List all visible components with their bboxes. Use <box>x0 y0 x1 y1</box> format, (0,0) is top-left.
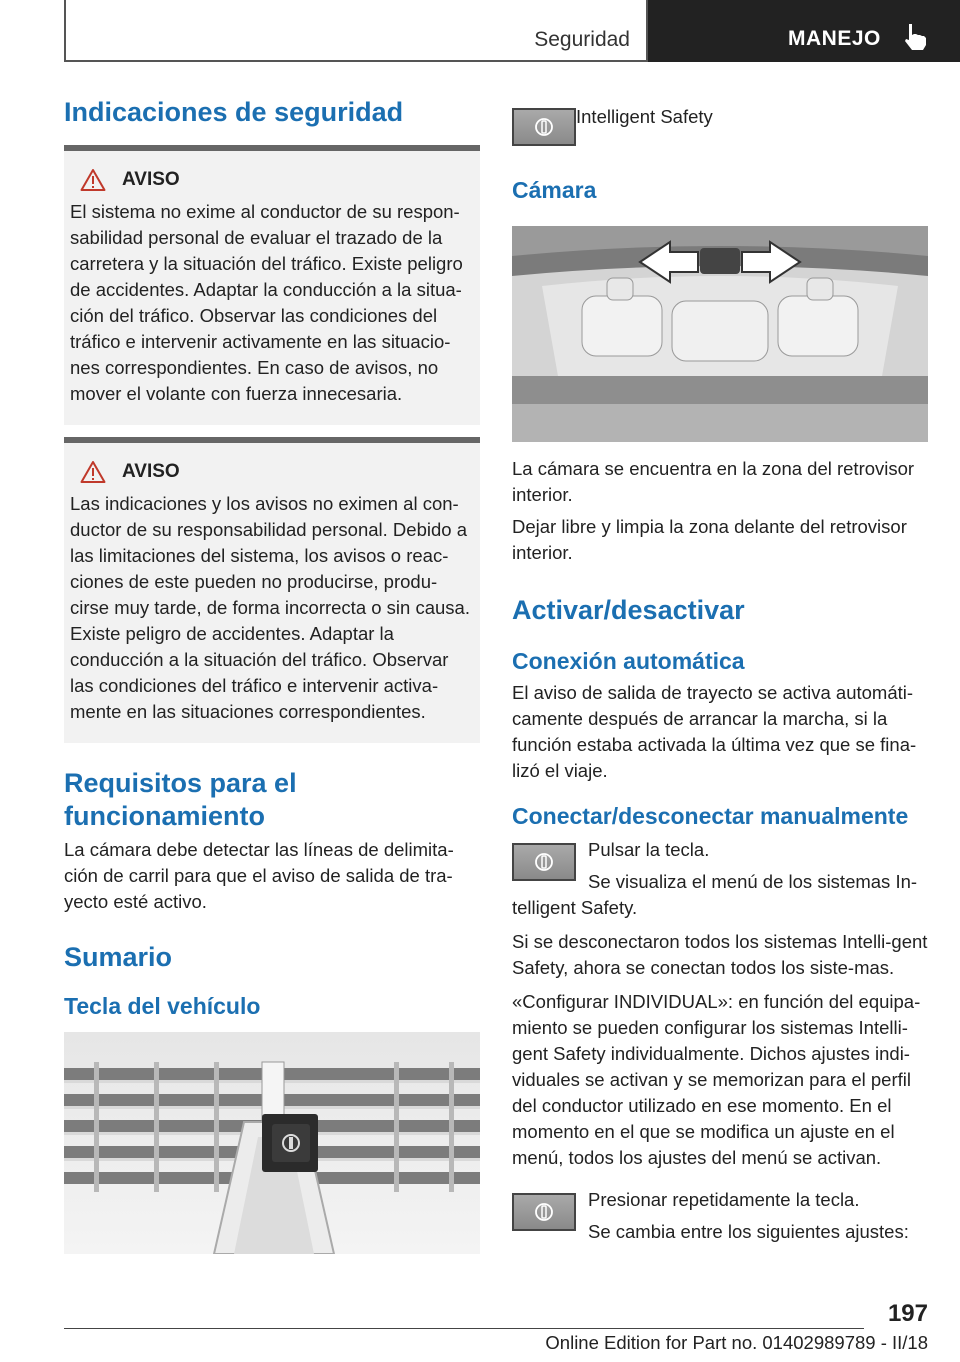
intelligent-safety-button-icon <box>512 108 576 146</box>
press-key-text: Pulsar la tecla. <box>588 839 710 860</box>
camera-interior-photo <box>512 226 928 442</box>
safety-heading: Indicaciones de seguridad <box>64 97 404 127</box>
lane-assist-icon <box>533 116 555 138</box>
lane-assist-icon <box>533 851 555 873</box>
camera-text-1: La cámara se encuentra en la zona del retrovisor interior. <box>512 458 915 505</box>
disconnected-text: Si se desconectaron todos los sistemas Intelli-gent Safety, ahora se conectan todos los siste-mas. <box>512 931 928 978</box>
right-column <box>512 96 928 205</box>
press-repeat-row <box>512 1189 928 1245</box>
right-column-lower <box>512 456 928 1245</box>
page-number: 197 <box>887 1300 928 1327</box>
camera-heading: Cámara <box>512 177 597 203</box>
grille-button-photo <box>64 1032 480 1254</box>
warning-box-2 <box>64 437 480 743</box>
menu-text: Se visualiza el menú de los sistemas In-telligent Safety. <box>512 871 918 918</box>
vehicle-key-heading: Tecla del vehículo <box>64 993 261 1019</box>
left-column <box>64 96 480 1021</box>
page-header <box>64 0 960 66</box>
warning-text: El sistema no exime al conductor de su respon-sabilidad personal de evaluar el trazado de la carretera y la situación del tráfico. Existe peligro de accidentes. Adaptar la conducción a la situa-ción del tráfico. Observar las condiciones del tráfico e intervenir activamente en las situacio-nes correspondientes. En caso de avisos, no mover el volante con fuerza innecesaria. <box>70 201 463 404</box>
chapter-tab <box>648 0 960 62</box>
section-tab <box>64 0 648 62</box>
edition-footer: Online Edition for Part no. 01402989789 - II/18 <box>545 1332 928 1353</box>
auto-text: El aviso de salida de trayecto se activa automáti-camente después de arrancar la marcha, si la función estaba activada la última vez que se fina-lizó el viaje. <box>512 682 917 781</box>
intelligent-safety-button-icon <box>512 1193 576 1231</box>
intelligent-safety-label: Intelligent Safety <box>576 106 713 127</box>
lane-assist-icon <box>533 1201 555 1223</box>
warning-text: Las indicaciones y los avisos no eximen al con-ductor de su responsabilidad personal. Debido a las limitaciones del sistema, los avisos o reac-ciones de este pueden no producirse, produ-cirse muy tarde, de forma incorrecta o sin causa. Existe peligro de accidentes. Adaptar la conducción a la situación del tráfico. Observar las condiciones del tráfico e intervenir activa-mente en las situaciones correspondientes. <box>70 493 470 722</box>
section-title: Seguridad <box>534 28 630 51</box>
requirements-heading: Requisitos para el funcionamiento <box>64 768 297 831</box>
chapter-title: MANEJO <box>788 27 881 50</box>
manual-heading: Conectar/desconectar manualmente <box>512 803 909 829</box>
intelligent-safety-row <box>512 108 928 146</box>
footer-divider <box>64 1328 864 1329</box>
warning-triangle-icon <box>80 460 106 484</box>
activate-heading: Activar/desactivar <box>512 595 745 625</box>
hand-pointer-icon <box>900 22 930 52</box>
requirements-text: La cámara debe detectar las líneas de delimita-ción de carril para que el aviso de salida de tra-yecto esté activo. <box>64 839 454 912</box>
press-repeat-text: Presionar repetidamente la tecla. <box>588 1189 860 1210</box>
configure-text: «Configurar INDIVIDUAL»: en función del equipa-miento se pueden configurar los sistemas Intelli-gent Safety individualmente. Dichos ajustes indi-viduales se activan y se memorizan para el perfil del conductor utilizado en ese momento. En el momento en el que se modifica un ajuste en el menú, todos los ajustes del menú se activan. <box>512 991 921 1168</box>
summary-heading: Sumario <box>64 942 173 972</box>
switch-text: Se cambia entre los siguientes ajustes: <box>588 1221 909 1242</box>
intelligent-safety-button-icon <box>512 843 576 881</box>
warning-triangle-icon <box>80 168 106 192</box>
camera-text-2: Dejar libre y limpia la zona delante del retrovisor interior. <box>512 516 907 563</box>
warning-title: AVISO <box>122 461 180 482</box>
warning-title: AVISO <box>122 169 180 190</box>
warning-box-1 <box>64 145 480 425</box>
auto-heading: Conexión automática <box>512 648 745 674</box>
